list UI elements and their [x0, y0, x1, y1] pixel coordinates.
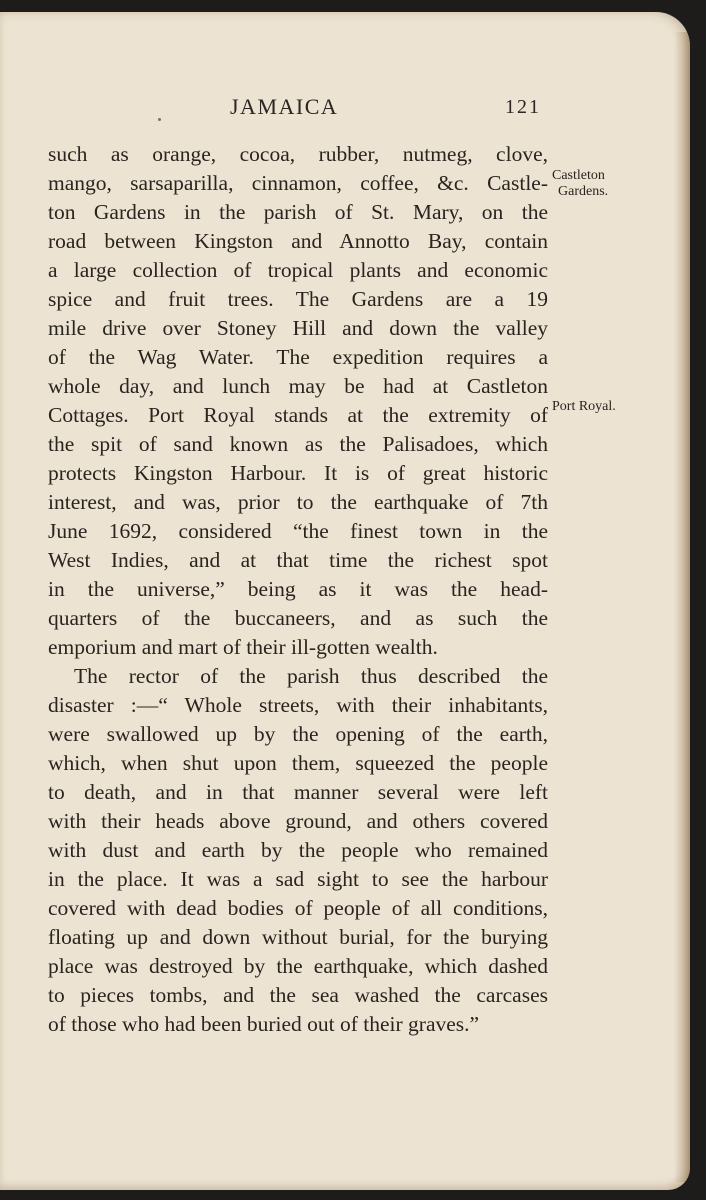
- text-line: Cottages. Port Royal stands at the extremity of: [48, 403, 548, 427]
- book-page: [0, 12, 690, 1190]
- running-title: JAMAICA: [230, 94, 339, 119]
- text-line: ton Gardens in the parish of St. Mary, on the: [48, 200, 548, 224]
- text-line: to death, and in that manner several were left: [48, 780, 548, 804]
- text-line: in the universe,” being as it was the head-: [48, 577, 548, 601]
- text-line: were swallowed up by the opening of the earth,: [48, 722, 548, 746]
- text-line: West Indies, and at that time the richest spot: [48, 548, 548, 572]
- body-text: [48, 140, 608, 1039]
- text-line: interest, and was, prior to the earthquake of 7th: [48, 490, 548, 514]
- text-line: in the place. It was a sad sight to see the harbour: [48, 867, 548, 891]
- text-line: emporium and mart of their ill-gotten wealth.: [48, 635, 438, 659]
- running-head: [0, 94, 690, 124]
- text-line: to pieces tombs, and the sea washed the carcases: [48, 983, 548, 1007]
- page-edge-shadow: [674, 32, 690, 1182]
- text-line: with dust and earth by the people who remained: [48, 838, 548, 862]
- text-line: place was destroyed by the earthquake, which dashed: [48, 954, 548, 978]
- margin-note-line: Castleton: [552, 168, 605, 183]
- text-line: the spit of sand known as the Palisadoes, which: [48, 432, 548, 456]
- text-line: disaster :—“ Whole streets, with their inhabitants,: [48, 693, 548, 717]
- margin-note-line: Port Royal.: [552, 399, 616, 414]
- text-line: of those who had been buried out of their graves.”: [48, 1012, 480, 1036]
- text-line: floating up and down without burial, for the burying: [48, 925, 548, 949]
- text-line: with their heads above ground, and others covered: [48, 809, 548, 833]
- text-line: covered with dead bodies of people of all conditions,: [48, 896, 548, 920]
- margin-note-line: Gardens.: [558, 184, 609, 199]
- text-line: of the Wag Water. The expedition requires a: [48, 345, 548, 369]
- text-line: mile drive over Stoney Hill and down the valley: [48, 316, 548, 340]
- text-line: such as orange, cocoa, rubber, nutmeg, clove,: [48, 142, 548, 166]
- text-line: June 1692, considered “the finest town in the: [48, 519, 548, 543]
- text-line: spice and fruit trees. The Gardens are a 19: [48, 287, 548, 311]
- text-line: quarters of the buccaneers, and as such the: [48, 606, 548, 630]
- text-line: The rector of the parish thus described the: [74, 664, 548, 688]
- text-line: protects Kingston Harbour. It is of great historic: [48, 461, 548, 485]
- text-line: road between Kingston and Annotto Bay, contain: [48, 229, 548, 253]
- page-number: 121: [505, 96, 541, 118]
- text-line: which, when shut upon them, squeezed the people: [48, 751, 548, 775]
- text-line: a large collection of tropical plants and economic: [48, 258, 548, 282]
- text-line: whole day, and lunch may be had at Castleton: [48, 374, 548, 398]
- text-line: mango, sarsaparilla, cinnamon, coffee, &c. Castle-: [48, 171, 548, 195]
